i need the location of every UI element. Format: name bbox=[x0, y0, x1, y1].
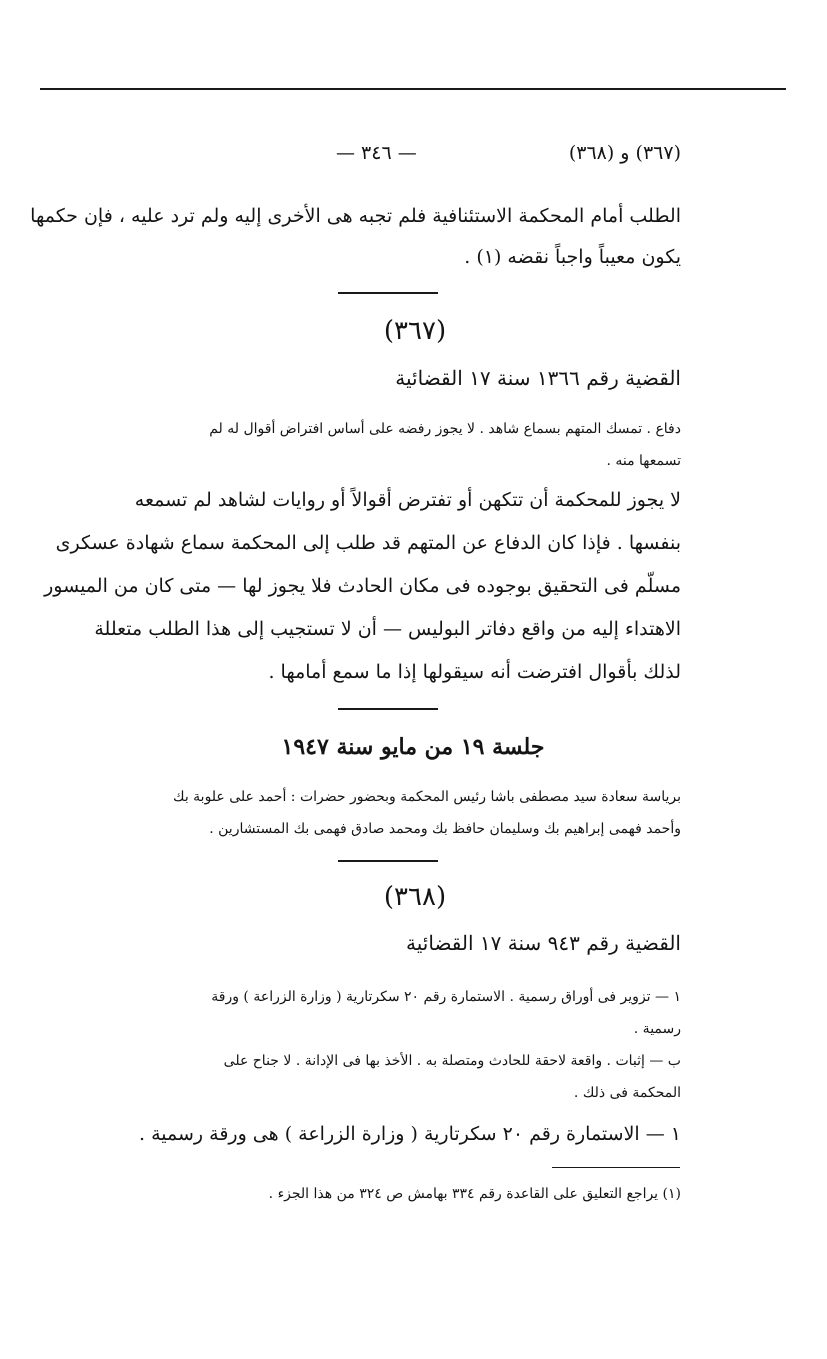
top-rule bbox=[40, 88, 786, 90]
body-line-5: لذلك بأقوال افترضت أنه سيقولها إذا ما سمع أمامها . bbox=[268, 661, 681, 683]
footnote-rule bbox=[552, 1167, 680, 1168]
page-number: — ٣٤٦ — bbox=[336, 142, 417, 164]
rule-number: (٣٦٨) bbox=[383, 882, 447, 912]
separator-rule bbox=[338, 292, 438, 294]
footnote: (١) يراجع التعليق على القاعدة رقم ٣٣٤ بهامش ص ٣٢٤ من هذا الجزء . bbox=[268, 1186, 681, 1202]
body-line-1: ١ — الاستمارة رقم ٢٠ سكرتارية ( وزارة الزراعة ) هى ورقة رسمية . bbox=[139, 1123, 681, 1145]
intro-line-2: يكون معيباً واجباً نقضه (١) . bbox=[464, 246, 681, 268]
case-title: القضية رقم ٩٤٣ سنة ١٧ القضائية bbox=[406, 931, 681, 955]
separator-rule bbox=[338, 860, 438, 862]
rule-number: (٣٦٧) bbox=[383, 316, 447, 346]
session-line-1: برياسة سعادة سيد مصطفى باشا رئيس المحكمة وبحضور حضرات : أحمد على علوبة بك bbox=[173, 789, 681, 805]
summary-line-2: رسمية . bbox=[633, 1021, 681, 1037]
summary-line-1: دفاع . تمسك المتهم بسماع شاهد . لا يجوز رفضه على أساس افتراض أقوال له لم bbox=[209, 421, 681, 437]
section-refs: (٣٦٧) و (٣٦٨) bbox=[568, 142, 681, 164]
body-line-4: الاهتداء إليه من واقع دفاتر البوليس — أن لا تستجيب إلى هذا الطلب متعللة bbox=[94, 618, 681, 640]
summary-line-2: تسمعها منه . bbox=[606, 453, 681, 469]
intro-line-1: الطلب أمام المحكمة الاستئنافية فلم تجبه هى الأخرى إليه ولم ترد عليه ، فإن حكمها bbox=[30, 205, 681, 227]
session-line-2: وأحمد فهمى إبراهيم بك وسليمان حافظ بك ومحمد صادق فهمى بك المستشارين . bbox=[209, 821, 681, 837]
body-line-2: بنفسها . فإذا كان الدفاع عن المتهم قد طلب إلى المحكمة سماع شهادة عسكرى bbox=[55, 532, 681, 554]
summary-line-4: المحكمة فى ذلك . bbox=[573, 1085, 681, 1101]
separator-rule bbox=[338, 708, 438, 710]
session-title: جلسة ١٩ من مايو سنة ١٩٤٧ bbox=[281, 734, 545, 760]
summary-line-3: ب — إثبات . واقعة لاحقة للحادث ومتصلة به . الأخذ بها فى الإدانة . لا جناح على bbox=[223, 1053, 681, 1069]
summary-line-1: ١ — تزوير فى أوراق رسمية . الاستمارة رقم ٢٠ سكرتارية ( وزارة الزراعة ) ورقة bbox=[211, 989, 681, 1005]
body-line-3: مسلّم فى التحقيق بوجوده فى مكان الحادث فلا يجوز لها — متى كان من الميسور bbox=[44, 575, 681, 597]
body-line-1: لا يجوز للمحكمة أن تتكهن أو تفترض أقوالاً أو روايات لشاهد لم تسمعه bbox=[134, 489, 681, 511]
case-title: القضية رقم ١٣٦٦ سنة ١٧ القضائية bbox=[395, 366, 681, 390]
